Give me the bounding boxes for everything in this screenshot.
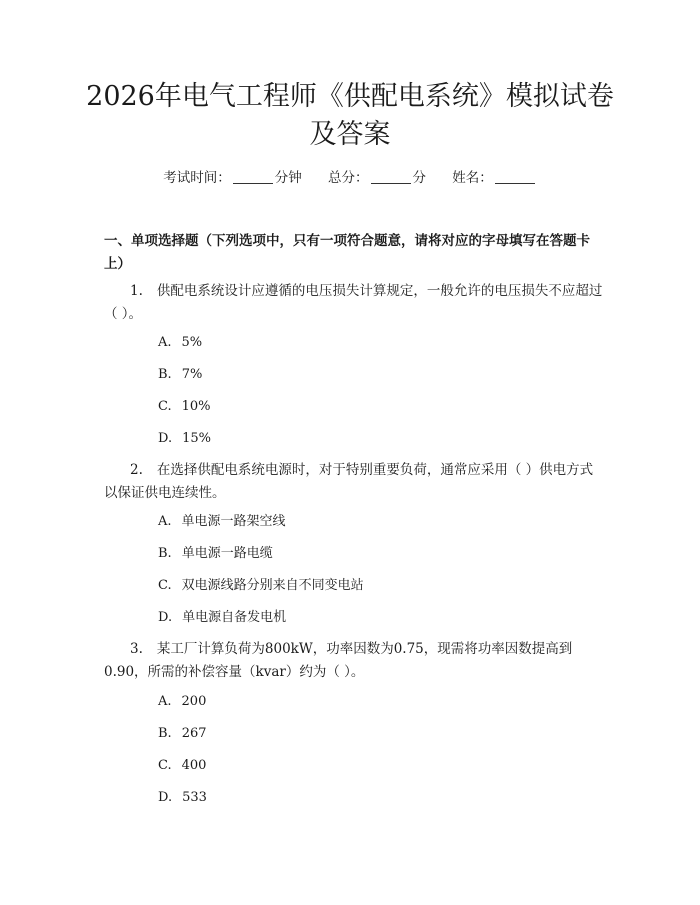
question-2 — [104, 459, 604, 505]
option-item — [158, 609, 286, 627]
student-name-label: 姓名： — [452, 170, 493, 186]
question-text: 供配电系统设计应遵循的电压损失计算规定，一般允许的电压损失不应超过（ ）。 — [104, 283, 603, 322]
total-score-label: 总分： — [328, 170, 369, 186]
exam-time-blank — [233, 170, 273, 184]
option-letter: D. — [158, 610, 173, 625]
option-letter: A. — [158, 335, 172, 350]
option-item — [158, 577, 364, 595]
option-text: 267 — [181, 726, 207, 741]
exam-info-line — [0, 168, 700, 188]
option-text: 533 — [182, 790, 207, 805]
option-text: 7% — [181, 367, 203, 382]
option-letter: D. — [158, 790, 173, 805]
option-letter: C. — [158, 758, 172, 773]
option-item — [158, 693, 206, 711]
option-item — [158, 334, 202, 352]
option-letter: C. — [158, 399, 172, 414]
option-letter: B. — [158, 367, 172, 382]
student-name-field — [452, 170, 537, 186]
option-text: 5% — [181, 335, 203, 350]
option-letter: A. — [158, 694, 172, 709]
option-item — [158, 545, 273, 563]
question-1 — [104, 280, 604, 326]
student-name-blank — [495, 170, 535, 184]
option-text: 200 — [181, 694, 207, 709]
question-number: 2. — [130, 462, 143, 478]
option-text: 10% — [181, 399, 211, 414]
option-item — [158, 430, 211, 448]
question-text: 某工厂计算负荷为800kW，功率因数为0.75，现需将功率因数提高到0.90，所需的补偿容量（kvar）约为（ ）。 — [104, 641, 573, 680]
option-text: 双电源线路分别来自不同变电站 — [181, 578, 364, 593]
option-letter: D. — [158, 431, 173, 446]
option-text: 单电源一路电缆 — [181, 546, 273, 561]
exam-time-field — [163, 170, 306, 186]
total-score-blank — [371, 170, 411, 184]
option-text: 400 — [181, 758, 207, 773]
option-item — [158, 725, 207, 743]
question-number: 3. — [130, 641, 143, 657]
option-letter: B. — [158, 546, 172, 561]
option-letter: C. — [158, 578, 172, 593]
question-number: 1. — [130, 283, 143, 299]
option-item — [158, 757, 206, 775]
option-text: 单电源一路架空线 — [181, 514, 286, 529]
option-letter: A. — [158, 514, 172, 529]
page-title-continued: 及答案 — [309, 119, 391, 150]
total-score-unit: 分 — [412, 170, 426, 186]
question-text: 在选择供配电系统电源时，对于特别重要负荷，通常应采用（ ）供电方式以保证供电连续性。 — [104, 462, 594, 501]
page-title: 2026年电气工程师《供配电系统》模拟试卷 — [86, 81, 614, 112]
option-letter: B. — [158, 726, 172, 741]
question-3 — [104, 638, 604, 684]
exam-time-label: 考试时间： — [163, 170, 231, 186]
option-item — [158, 398, 211, 416]
option-item — [158, 789, 207, 807]
option-item — [158, 366, 202, 384]
total-score-field — [328, 170, 430, 186]
exam-time-unit: 分钟 — [274, 170, 302, 186]
option-text: 单电源自备发电机 — [182, 610, 287, 625]
option-text: 15% — [182, 431, 211, 446]
section-heading: 一、单项选择题（下列选项中，只有一项符合题意，请将对应的字母填写在答题卡上） — [104, 233, 590, 272]
option-item — [158, 513, 286, 531]
